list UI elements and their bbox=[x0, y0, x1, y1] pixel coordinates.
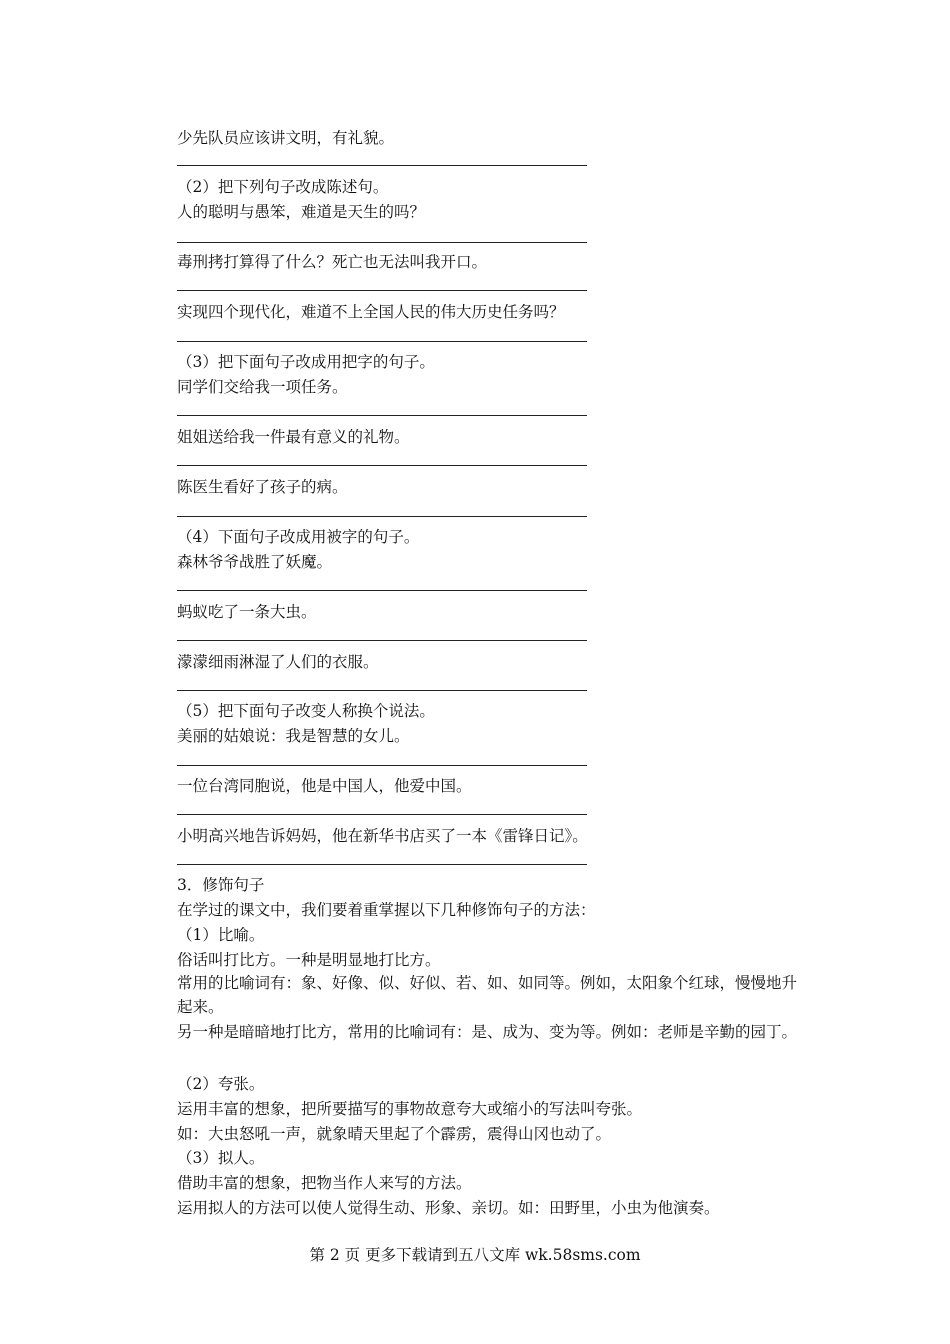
answer-blank[interactable] bbox=[177, 690, 587, 691]
answer-blank[interactable] bbox=[177, 640, 587, 641]
answer-blank[interactable] bbox=[177, 516, 587, 517]
answer-blank[interactable] bbox=[177, 814, 587, 815]
text-line: （2）夸张。 bbox=[177, 1075, 265, 1093]
text-line: 美丽的姑娘说：我是智慧的女儿。 bbox=[177, 727, 410, 745]
text-line: 森林爷爷战胜了妖魔。 bbox=[177, 553, 333, 571]
text-line: 运用拟人的方法可以使人觉得生动、形象、亲切。如：田野里，小虫为他演奏。 bbox=[177, 1199, 720, 1217]
question-heading: （4）下面句子改成用被字的句子。 bbox=[177, 528, 420, 546]
question-heading: （5）把下面句子改变人称换个说法。 bbox=[177, 702, 435, 720]
paragraph: 另一种是暗暗地打比方，常用的比喻词有：是、成为、变为等。例如：老师是辛勤的园丁。 bbox=[177, 1023, 798, 1041]
answer-blank[interactable] bbox=[177, 465, 587, 466]
answer-blank[interactable] bbox=[177, 590, 587, 591]
text-line: 濛濛细雨淋湿了人们的衣服。 bbox=[177, 653, 379, 671]
text-line: 人的聪明与愚笨，难道是天生的吗？ bbox=[177, 203, 426, 221]
text-line: 蚂蚁吃了一条大虫。 bbox=[177, 603, 317, 621]
section-heading: 3．修饰句子 bbox=[177, 876, 265, 894]
text-line: 少先队员应该讲文明，有礼貌。 bbox=[177, 129, 395, 147]
paragraph: 常用的比喻词有：象、好像、似、好似、若、如、如同等。例如，太阳象个红球，慢慢地升起来。 bbox=[177, 974, 798, 1016]
text-line: 在学过的课文中，我们要着重掌握以下几种修饰句子的方法： bbox=[177, 901, 596, 919]
text-line: 实现四个现代化，难道不上全国人民的伟大历史任务吗？ bbox=[177, 303, 565, 321]
text-line: 毒刑拷打算得了什么？死亡也无法叫我开口。 bbox=[177, 253, 488, 271]
text-line: 借助丰富的想象，把物当作人来写的方法。 bbox=[177, 1174, 472, 1192]
text-line: 小明高兴地告诉妈妈，他在新华书店买了一本《雷锋日记》。 bbox=[177, 827, 588, 845]
text-line: （3）拟人。 bbox=[177, 1149, 265, 1167]
text-line: 姐姐送给我一件最有意义的礼物。 bbox=[177, 428, 410, 446]
answer-blank[interactable] bbox=[177, 290, 587, 291]
answer-blank[interactable] bbox=[177, 341, 587, 342]
text-line: 陈医生看好了孩子的病。 bbox=[177, 478, 348, 496]
answer-blank[interactable] bbox=[177, 242, 587, 243]
text-line: 如：大虫怒吼一声，就象晴天里起了个霹雳，震得山冈也动了。 bbox=[177, 1125, 612, 1143]
answer-blank[interactable] bbox=[177, 765, 587, 766]
text-line: 运用丰富的想象，把所要描写的事物故意夸大或缩小的写法叫夸张。 bbox=[177, 1100, 643, 1118]
text-line: （1）比喻。 bbox=[177, 926, 265, 944]
answer-blank[interactable] bbox=[177, 165, 587, 166]
text-line: 同学们交给我一项任务。 bbox=[177, 378, 348, 396]
answer-blank[interactable] bbox=[177, 864, 587, 865]
page-footer: 第 2 页 更多下载请到五八文库 wk.58sms.com bbox=[309, 1246, 641, 1264]
text-line: 一位台湾同胞说，他是中国人，他爱中国。 bbox=[177, 777, 472, 795]
question-heading: （3）把下面句子改成用把字的句子。 bbox=[177, 353, 435, 371]
answer-blank[interactable] bbox=[177, 415, 587, 416]
text-line: 俗话叫打比方。一种是明显地打比方。 bbox=[177, 951, 441, 969]
question-heading: （2）把下列句子改成陈述句。 bbox=[177, 178, 389, 196]
